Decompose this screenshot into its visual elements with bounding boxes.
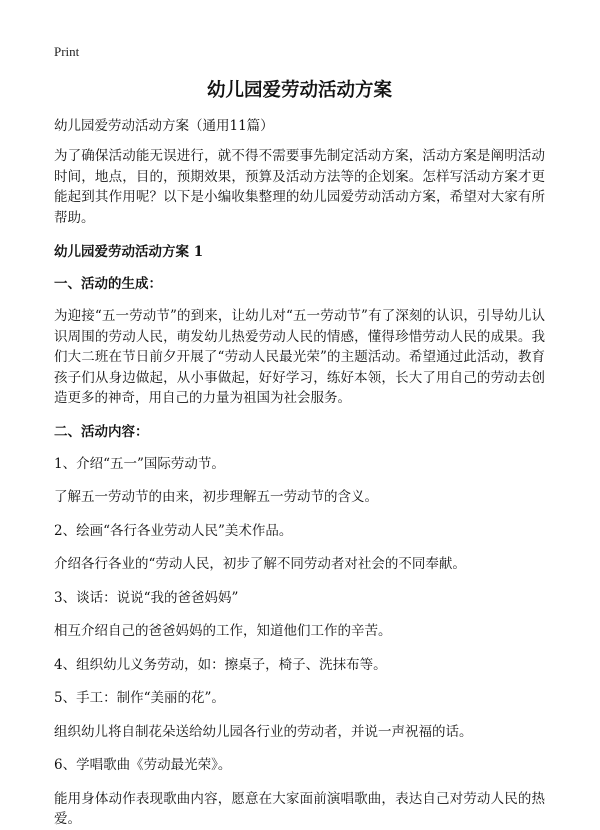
content-item-title: 4、组织幼儿义务劳动，如：擦桌子，椅子、洗抹布等。 bbox=[54, 656, 387, 673]
content-item-desc: 组织幼儿将自制花朵送给幼儿园各行业的劳动者，并说一声祝福的话。 bbox=[54, 723, 473, 740]
print-link[interactable]: Print bbox=[54, 44, 80, 59]
content-item-title: 3、谈话：说说“我的爸爸妈妈” bbox=[54, 589, 239, 606]
content-item-desc: 介绍各行各业的“劳动人民，初步了解不同劳动者对社会的不同奉献。 bbox=[54, 556, 466, 572]
content-item-desc: 了解五一劳动节的由来，初步理解五一劳动节的含义。 bbox=[54, 489, 378, 505]
content-item-desc: 相互介绍自己的爸爸妈妈的工作，知道他们工作的辛苦。 bbox=[54, 623, 392, 639]
content-item-title: 5、手工：制作“美丽的花”。 bbox=[54, 690, 225, 706]
content-item-desc: 能用身体动作表现歌曲内容，愿意在大家面前演唱歌曲，表达自己对劳动人民的热爱。 bbox=[54, 790, 545, 827]
content-item-title: 1、介绍“五一”国际劳动节。 bbox=[54, 455, 225, 472]
page-title: 幼儿园爱劳动活动方案 bbox=[206, 80, 392, 101]
intro-paragraph: 为了确保活动能无误进行，就不得不需要事先制定活动方案，活动方案是阐明活动时间，地点，目的，预期效果，预算及活动方法等的企划案。怎样写活动方案才更能起到其作用呢？以下是小编收集整理的幼儿园爱劳动活动方案，希望对大家有所帮助。 bbox=[54, 148, 545, 226]
section-heading-content: 二、活动内容： bbox=[54, 423, 149, 440]
section-body-generation: 为迎接“五一劳动节”的到来，让幼儿对“五一劳动节”有了深刻的认识，引导幼儿认识周围的劳动人民，萌发幼儿热爱劳动人民的情感，懂得珍惜劳动人民的成果。我们大二班在节日前夕开展了“劳动人民最光荣”的主题活动。希望通过此活动，教育孩子们从身边做起，从小事做起，好好学习，练好本领，长大了用自己的劳动去创造更多的神奇，用自己的力量为祖国为社会服务。 bbox=[54, 308, 545, 406]
article-heading: 幼儿园爱劳动活动方案 1 bbox=[54, 244, 204, 260]
content-item-title: 6、学唱歌曲《劳动最光荣》。 bbox=[54, 757, 232, 773]
content-item-title: 2、绘画“各行各业劳动人民”美术作品。 bbox=[54, 522, 293, 539]
document-subtitle: 幼儿园爱劳动活动方案（通用11篇） bbox=[54, 118, 274, 134]
section-heading-generation: 一、活动的生成： bbox=[54, 276, 162, 292]
